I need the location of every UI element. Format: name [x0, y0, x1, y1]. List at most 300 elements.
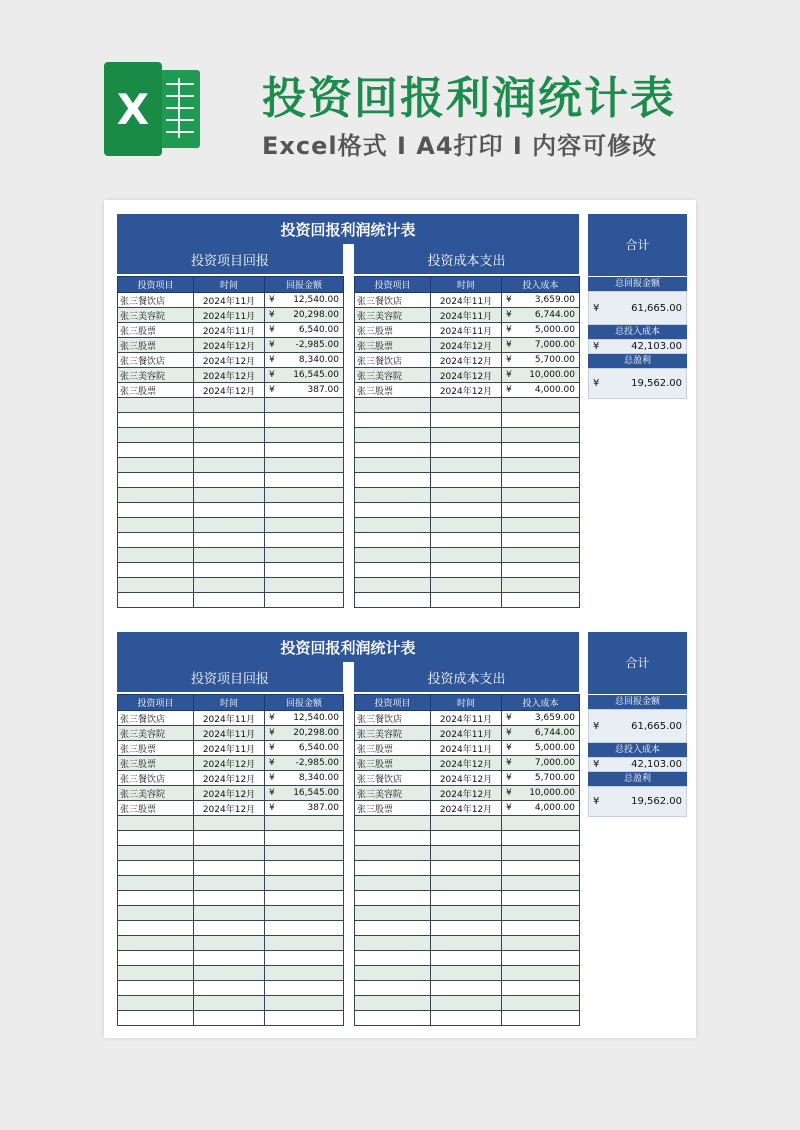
- amount-cell[interactable]: [265, 398, 344, 413]
- project-cell[interactable]: [118, 876, 194, 891]
- total-cost-amount: 42,103.00: [631, 341, 682, 352]
- amount-cell[interactable]: [502, 398, 580, 413]
- date-cell[interactable]: [194, 578, 265, 593]
- project-cell[interactable]: [118, 518, 194, 533]
- date-cell[interactable]: [431, 458, 502, 473]
- amount-value: -2,985.00: [295, 758, 339, 768]
- date-cell[interactable]: 2024年12月: [431, 801, 502, 816]
- amount-cell[interactable]: [265, 593, 344, 608]
- total-return-amount: 61,665.00: [631, 720, 682, 732]
- date-cell[interactable]: [431, 891, 502, 906]
- project-cell[interactable]: [118, 398, 194, 413]
- amount-cell[interactable]: [265, 861, 344, 876]
- amount-cell[interactable]: [265, 428, 344, 443]
- amount-cell[interactable]: [502, 891, 580, 906]
- amount-cell[interactable]: [502, 1011, 580, 1026]
- project-cell[interactable]: 张三餐饮店: [355, 771, 431, 786]
- table-row: [118, 578, 344, 593]
- col-header-project: 投资项目: [118, 277, 194, 293]
- project-cell[interactable]: [355, 831, 431, 846]
- amount-cell[interactable]: [265, 518, 344, 533]
- date-cell[interactable]: [194, 593, 265, 608]
- amount-cell[interactable]: [265, 578, 344, 593]
- amount-cell[interactable]: [502, 786, 580, 801]
- amount-cell[interactable]: [502, 473, 580, 488]
- amount-cell[interactable]: [265, 383, 344, 398]
- amount-cell[interactable]: [265, 338, 344, 353]
- table-row: [118, 593, 344, 608]
- amount-cell[interactable]: [502, 816, 580, 831]
- total-cost-value: [588, 757, 687, 772]
- date-cell[interactable]: [194, 1011, 265, 1026]
- date-cell[interactable]: 2024年12月: [194, 801, 265, 816]
- amount-cell[interactable]: [502, 741, 580, 756]
- date-cell[interactable]: [194, 966, 265, 981]
- amount-cell[interactable]: [502, 428, 580, 443]
- returns-table: [117, 276, 344, 608]
- amount-cell[interactable]: [502, 906, 580, 921]
- date-cell[interactable]: [194, 563, 265, 578]
- date-cell[interactable]: 2024年11月: [194, 741, 265, 756]
- table-row: [355, 831, 580, 846]
- total-cost-label: 总投入成本: [588, 325, 687, 339]
- amount-cell[interactable]: [265, 741, 344, 756]
- project-cell[interactable]: [118, 891, 194, 906]
- table-row: [118, 786, 344, 801]
- table-row: [355, 786, 580, 801]
- amount-cell[interactable]: [502, 533, 580, 548]
- amount-cell[interactable]: [502, 503, 580, 518]
- table-row: [118, 996, 344, 1011]
- amount-cell[interactable]: [265, 488, 344, 503]
- date-cell[interactable]: [431, 563, 502, 578]
- date-cell[interactable]: [194, 846, 265, 861]
- date-cell[interactable]: [194, 951, 265, 966]
- project-cell[interactable]: [355, 846, 431, 861]
- project-cell[interactable]: 张三股票: [118, 323, 194, 338]
- date-cell[interactable]: [194, 861, 265, 876]
- date-cell[interactable]: 2024年12月: [194, 338, 265, 353]
- amount-cell[interactable]: [265, 458, 344, 473]
- date-cell[interactable]: [431, 966, 502, 981]
- project-cell[interactable]: 张三美容院: [118, 308, 194, 323]
- amount-cell[interactable]: [502, 338, 580, 353]
- date-cell[interactable]: [194, 488, 265, 503]
- amount-cell[interactable]: [265, 473, 344, 488]
- project-cell[interactable]: 张三美容院: [355, 368, 431, 383]
- amount-cell[interactable]: [502, 353, 580, 368]
- amount-cell[interactable]: [265, 831, 344, 846]
- table-row: [355, 383, 580, 398]
- date-cell[interactable]: 2024年12月: [431, 368, 502, 383]
- project-cell[interactable]: [118, 413, 194, 428]
- amount-cell[interactable]: [502, 413, 580, 428]
- project-cell[interactable]: 张三美容院: [355, 786, 431, 801]
- date-cell[interactable]: 2024年11月: [431, 308, 502, 323]
- date-cell[interactable]: [431, 921, 502, 936]
- sheet-block-2: [117, 632, 687, 1028]
- date-cell[interactable]: [194, 458, 265, 473]
- project-cell[interactable]: 张三股票: [118, 338, 194, 353]
- amount-cell[interactable]: [265, 771, 344, 786]
- amount-cell[interactable]: [265, 1011, 344, 1026]
- date-cell[interactable]: [194, 548, 265, 563]
- date-cell[interactable]: 2024年12月: [431, 383, 502, 398]
- amount-cell[interactable]: [502, 756, 580, 771]
- col-header-date: 时间: [431, 695, 502, 711]
- amount-value: 7,000.00: [534, 340, 575, 350]
- project-cell[interactable]: [355, 548, 431, 563]
- amount-cell[interactable]: [265, 413, 344, 428]
- date-cell[interactable]: [194, 503, 265, 518]
- date-cell[interactable]: [431, 593, 502, 608]
- currency-symbol: ¥: [593, 759, 600, 770]
- project-cell[interactable]: [118, 846, 194, 861]
- project-cell[interactable]: [118, 488, 194, 503]
- amount-cell[interactable]: [502, 518, 580, 533]
- table-row: [118, 726, 344, 741]
- date-cell[interactable]: 2024年11月: [194, 308, 265, 323]
- amount-wrapper: [267, 370, 341, 380]
- amount-cell[interactable]: [265, 936, 344, 951]
- project-cell[interactable]: [118, 921, 194, 936]
- project-cell[interactable]: [118, 428, 194, 443]
- table-row: [355, 503, 580, 518]
- project-cell[interactable]: [118, 503, 194, 518]
- date-cell[interactable]: [194, 473, 265, 488]
- date-cell[interactable]: 2024年12月: [194, 368, 265, 383]
- amount-cell[interactable]: [265, 503, 344, 518]
- project-cell[interactable]: [355, 816, 431, 831]
- project-cell[interactable]: [355, 563, 431, 578]
- table-row: [355, 323, 580, 338]
- amount-cell[interactable]: [265, 981, 344, 996]
- amount-wrapper: [504, 713, 577, 723]
- project-cell[interactable]: [118, 443, 194, 458]
- table-row: [118, 711, 344, 726]
- project-cell[interactable]: [118, 906, 194, 921]
- date-cell[interactable]: 2024年12月: [431, 786, 502, 801]
- amount-cell[interactable]: [502, 981, 580, 996]
- date-cell[interactable]: [431, 533, 502, 548]
- project-cell[interactable]: [118, 816, 194, 831]
- amount-cell[interactable]: [265, 816, 344, 831]
- currency-symbol: ¥: [269, 803, 275, 813]
- amount-cell[interactable]: [502, 548, 580, 563]
- page-title: 投资回报利润统计表: [262, 73, 676, 124]
- project-cell[interactable]: [355, 981, 431, 996]
- date-cell[interactable]: 2024年11月: [431, 323, 502, 338]
- table-row: [355, 533, 580, 548]
- amount-cell[interactable]: [265, 726, 344, 741]
- currency-symbol: ¥: [506, 310, 512, 320]
- amount-wrapper: [504, 385, 577, 395]
- date-cell[interactable]: [431, 473, 502, 488]
- date-cell[interactable]: [431, 951, 502, 966]
- amount-cell[interactable]: [265, 293, 344, 308]
- project-cell[interactable]: 张三餐饮店: [118, 771, 194, 786]
- amount-cell[interactable]: [265, 951, 344, 966]
- table-row: [355, 771, 580, 786]
- amount-wrapper: [267, 728, 341, 738]
- amount-value: 6,540.00: [298, 743, 339, 753]
- amount-cell[interactable]: [502, 726, 580, 741]
- amount-cell[interactable]: [265, 921, 344, 936]
- date-cell[interactable]: [431, 578, 502, 593]
- amount-cell[interactable]: [502, 383, 580, 398]
- amount-cell[interactable]: [502, 563, 580, 578]
- date-cell[interactable]: 2024年11月: [194, 726, 265, 741]
- date-cell[interactable]: [194, 996, 265, 1011]
- project-cell[interactable]: [355, 593, 431, 608]
- date-cell[interactable]: [194, 428, 265, 443]
- amount-wrapper: [267, 340, 341, 350]
- project-cell[interactable]: [118, 981, 194, 996]
- date-cell[interactable]: [431, 831, 502, 846]
- amount-cell[interactable]: [265, 906, 344, 921]
- date-cell[interactable]: [194, 816, 265, 831]
- amount-cell[interactable]: [502, 966, 580, 981]
- project-cell[interactable]: [355, 533, 431, 548]
- project-cell[interactable]: [118, 936, 194, 951]
- project-cell[interactable]: [118, 473, 194, 488]
- amount-cell[interactable]: [502, 951, 580, 966]
- date-cell[interactable]: 2024年12月: [431, 771, 502, 786]
- date-cell[interactable]: [431, 548, 502, 563]
- amount-cell[interactable]: [265, 876, 344, 891]
- project-cell[interactable]: [355, 966, 431, 981]
- date-cell[interactable]: 2024年11月: [431, 741, 502, 756]
- date-cell[interactable]: [431, 488, 502, 503]
- project-cell[interactable]: [118, 831, 194, 846]
- amount-wrapper: [504, 325, 577, 335]
- project-cell[interactable]: [355, 876, 431, 891]
- amount-cell[interactable]: [502, 308, 580, 323]
- project-cell[interactable]: [355, 488, 431, 503]
- date-cell[interactable]: [431, 443, 502, 458]
- project-cell[interactable]: [355, 518, 431, 533]
- date-cell[interactable]: [194, 921, 265, 936]
- date-cell[interactable]: 2024年11月: [431, 293, 502, 308]
- project-cell[interactable]: [355, 891, 431, 906]
- costs-table: [354, 276, 580, 608]
- date-cell[interactable]: 2024年12月: [194, 383, 265, 398]
- project-cell[interactable]: 张三美容院: [118, 368, 194, 383]
- date-cell[interactable]: 2024年11月: [431, 711, 502, 726]
- project-cell[interactable]: 张三餐饮店: [355, 293, 431, 308]
- project-cell[interactable]: 张三股票: [118, 741, 194, 756]
- amount-value: 3,659.00: [534, 295, 575, 305]
- date-cell[interactable]: 2024年11月: [194, 323, 265, 338]
- project-cell[interactable]: 张三餐饮店: [118, 711, 194, 726]
- amount-wrapper: [267, 325, 341, 335]
- date-cell[interactable]: [194, 518, 265, 533]
- project-cell[interactable]: [355, 458, 431, 473]
- project-cell[interactable]: [355, 996, 431, 1011]
- date-cell[interactable]: [431, 936, 502, 951]
- amount-cell[interactable]: [265, 756, 344, 771]
- date-cell[interactable]: [431, 816, 502, 831]
- table-row: [118, 413, 344, 428]
- logo-letter: X: [116, 85, 150, 134]
- date-cell[interactable]: [431, 413, 502, 428]
- project-cell[interactable]: 张三股票: [355, 756, 431, 771]
- total-cost-label: 总投入成本: [588, 743, 687, 757]
- date-cell[interactable]: [431, 518, 502, 533]
- project-cell[interactable]: [355, 473, 431, 488]
- date-cell[interactable]: [431, 876, 502, 891]
- date-cell[interactable]: [194, 413, 265, 428]
- amount-cell[interactable]: [502, 593, 580, 608]
- project-cell[interactable]: [355, 861, 431, 876]
- date-cell[interactable]: [431, 861, 502, 876]
- project-cell[interactable]: 张三餐饮店: [355, 353, 431, 368]
- project-cell[interactable]: [118, 563, 194, 578]
- date-cell[interactable]: 2024年11月: [431, 726, 502, 741]
- project-cell[interactable]: 张三股票: [118, 801, 194, 816]
- project-cell[interactable]: [118, 861, 194, 876]
- project-cell[interactable]: 张三股票: [355, 801, 431, 816]
- date-cell[interactable]: [194, 398, 265, 413]
- amount-cell[interactable]: [502, 771, 580, 786]
- date-cell[interactable]: 2024年12月: [194, 353, 265, 368]
- project-cell[interactable]: [355, 951, 431, 966]
- date-cell[interactable]: 2024年12月: [194, 771, 265, 786]
- amount-cell[interactable]: [265, 353, 344, 368]
- amount-cell[interactable]: [502, 368, 580, 383]
- amount-cell[interactable]: [502, 846, 580, 861]
- date-cell[interactable]: [431, 428, 502, 443]
- project-cell[interactable]: [355, 921, 431, 936]
- project-cell[interactable]: [118, 578, 194, 593]
- table-row: [118, 906, 344, 921]
- date-cell[interactable]: [431, 398, 502, 413]
- project-cell[interactable]: [355, 428, 431, 443]
- amount-cell[interactable]: [265, 786, 344, 801]
- date-cell[interactable]: [194, 936, 265, 951]
- table-row: [355, 741, 580, 756]
- project-cell[interactable]: [355, 936, 431, 951]
- amount-cell[interactable]: [502, 578, 580, 593]
- amount-cell[interactable]: [265, 443, 344, 458]
- date-cell[interactable]: [194, 906, 265, 921]
- project-cell[interactable]: [118, 458, 194, 473]
- project-cell[interactable]: 张三美容院: [118, 726, 194, 741]
- amount-cell[interactable]: [502, 876, 580, 891]
- project-cell[interactable]: 张三餐饮店: [118, 353, 194, 368]
- project-cell[interactable]: [118, 593, 194, 608]
- project-cell[interactable]: [355, 443, 431, 458]
- project-cell[interactable]: [118, 996, 194, 1011]
- amount-cell[interactable]: [502, 996, 580, 1011]
- project-cell[interactable]: 张三股票: [118, 383, 194, 398]
- project-cell[interactable]: [118, 533, 194, 548]
- date-cell[interactable]: [194, 443, 265, 458]
- date-cell[interactable]: [431, 503, 502, 518]
- date-cell[interactable]: [431, 996, 502, 1011]
- table-row: [118, 756, 344, 771]
- date-cell[interactable]: 2024年12月: [431, 756, 502, 771]
- amount-cell[interactable]: [502, 293, 580, 308]
- project-cell[interactable]: [355, 1011, 431, 1026]
- date-cell[interactable]: 2024年12月: [431, 353, 502, 368]
- project-cell[interactable]: [118, 951, 194, 966]
- amount-cell[interactable]: [265, 846, 344, 861]
- amount-cell[interactable]: [265, 323, 344, 338]
- project-cell[interactable]: 张三餐饮店: [118, 293, 194, 308]
- project-cell[interactable]: 张三股票: [355, 323, 431, 338]
- date-cell[interactable]: 2024年12月: [194, 786, 265, 801]
- amount-cell[interactable]: [265, 368, 344, 383]
- amount-cell[interactable]: [265, 891, 344, 906]
- amount-cell[interactable]: [502, 443, 580, 458]
- amount-wrapper: [504, 728, 577, 738]
- date-cell[interactable]: [194, 533, 265, 548]
- date-cell[interactable]: [194, 891, 265, 906]
- amount-cell[interactable]: [502, 458, 580, 473]
- date-cell[interactable]: 2024年12月: [431, 338, 502, 353]
- currency-symbol: ¥: [593, 720, 600, 732]
- amount-cell[interactable]: [502, 861, 580, 876]
- date-cell[interactable]: [431, 1011, 502, 1026]
- date-cell[interactable]: [431, 846, 502, 861]
- amount-cell[interactable]: [265, 711, 344, 726]
- date-cell[interactable]: [431, 981, 502, 996]
- date-cell[interactable]: [194, 831, 265, 846]
- amount-cell[interactable]: [502, 323, 580, 338]
- amount-cell[interactable]: [265, 801, 344, 816]
- date-cell[interactable]: [431, 906, 502, 921]
- project-cell[interactable]: 张三美容院: [355, 308, 431, 323]
- date-cell[interactable]: [194, 876, 265, 891]
- project-cell[interactable]: 张三餐饮店: [355, 711, 431, 726]
- date-cell[interactable]: [194, 981, 265, 996]
- amount-cell[interactable]: [265, 563, 344, 578]
- project-cell[interactable]: [118, 548, 194, 563]
- amount-cell[interactable]: [502, 711, 580, 726]
- project-cell[interactable]: [355, 906, 431, 921]
- project-cell[interactable]: [355, 413, 431, 428]
- amount-wrapper: [267, 803, 341, 813]
- date-cell[interactable]: 2024年11月: [194, 293, 265, 308]
- amount-cell[interactable]: [502, 831, 580, 846]
- project-cell[interactable]: 张三股票: [355, 741, 431, 756]
- project-cell[interactable]: [355, 578, 431, 593]
- excel-logo-icon: [104, 62, 204, 156]
- amount-cell[interactable]: [265, 308, 344, 323]
- amount-cell[interactable]: [265, 966, 344, 981]
- project-cell[interactable]: 张三股票: [355, 338, 431, 353]
- amount-cell[interactable]: [502, 936, 580, 951]
- amount-cell[interactable]: [502, 801, 580, 816]
- project-cell[interactable]: [118, 1011, 194, 1026]
- amount-cell[interactable]: [265, 533, 344, 548]
- amount-value: 20,298.00: [293, 310, 339, 320]
- project-cell[interactable]: [355, 398, 431, 413]
- project-cell[interactable]: 张三股票: [118, 756, 194, 771]
- amount-cell[interactable]: [502, 921, 580, 936]
- date-cell[interactable]: 2024年11月: [194, 711, 265, 726]
- date-cell[interactable]: 2024年12月: [194, 756, 265, 771]
- project-cell[interactable]: [355, 503, 431, 518]
- amount-cell[interactable]: [265, 548, 344, 563]
- project-cell[interactable]: 张三股票: [355, 383, 431, 398]
- project-cell[interactable]: 张三美容院: [118, 786, 194, 801]
- amount-cell[interactable]: [502, 488, 580, 503]
- project-cell[interactable]: [118, 966, 194, 981]
- project-cell[interactable]: 张三美容院: [355, 726, 431, 741]
- amount-cell[interactable]: [265, 996, 344, 1011]
